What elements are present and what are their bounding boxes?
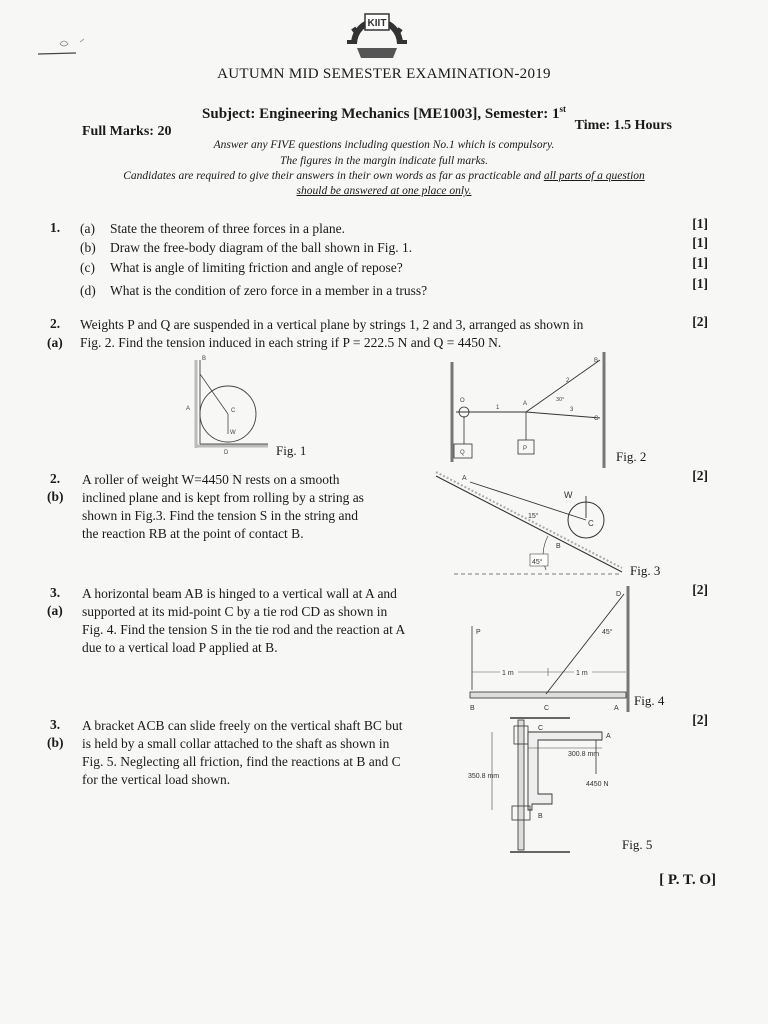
- figure-1-ball-diagram: [186, 352, 270, 456]
- q1a-label: (a): [80, 221, 95, 236]
- q3b-number: 3.: [50, 717, 61, 732]
- q3b-line-2: is held by a small collar attached to the shaft as shown in: [82, 736, 390, 751]
- exam-time: Time: 1.5 Hours: [574, 118, 672, 133]
- q2b-mark: [2]: [692, 468, 708, 483]
- figure-5-bracket-diagram: [466, 714, 626, 858]
- q2a-line-1: Weights P and Q are suspended in a vertical plane by strings 1, 2 and 3, arranged as shown in: [80, 317, 584, 332]
- q1c-label: (c): [80, 260, 95, 275]
- fig2-caption: Fig. 2: [616, 449, 647, 464]
- q3a-line-1: A horizontal beam AB is hinged to a vertical wall at A and: [82, 586, 397, 601]
- fig2-label-c: C: [594, 416, 599, 422]
- fig1-label-w: W: [230, 430, 236, 436]
- fig4-angle: 45°: [602, 629, 613, 636]
- fig3-caption: Fig. 3: [630, 563, 661, 578]
- q2b-line-3: shown in Fig.3. Find the tension S in the string and: [82, 508, 359, 523]
- q1d-mark: [1]: [692, 276, 708, 291]
- q3a-line-3: Fig. 4. Find the tension S in the tie rod and the reaction at A: [82, 622, 406, 637]
- figure-3-roller-diagram: [436, 470, 632, 578]
- q3b-part: (b): [47, 735, 64, 750]
- fig5-label-b: B: [538, 813, 543, 820]
- fig1-label-d: D: [224, 450, 229, 456]
- q2b-line-2: inclined plane and is kept from rolling by a string as: [82, 490, 364, 505]
- fig4-label-p: P: [476, 629, 481, 636]
- fig2-label-b: B: [594, 358, 599, 364]
- fig5-label-c: C: [538, 725, 544, 732]
- q3b-mark: [2]: [692, 712, 708, 727]
- figure-2-strings-diagram: [440, 352, 618, 472]
- q1a-mark: [1]: [692, 216, 708, 231]
- instruction-line-1: Answer any FIVE questions including question No.1 which is compulsory.: [213, 139, 555, 151]
- full-marks: Full Marks: 20: [82, 124, 172, 139]
- page-turn-over: [ P. T. O]: [659, 872, 716, 888]
- instruction-line-4: should be answered at one place only.: [296, 185, 472, 197]
- fig4-label-c: C: [544, 705, 550, 712]
- subject-line: Subject: Engineering Mechanics [ME1003], Semester: 1st: [202, 104, 566, 122]
- q1d-text: What is the condition of zero force in a member in a truss?: [110, 283, 428, 298]
- q3b-line-3: Fig. 5. Neglecting all friction, find the reactions at B and C: [82, 754, 401, 769]
- fig5-dim-vertical: 350.8 mm: [468, 773, 500, 780]
- q3b-line-1: A bracket ACB can slide freely on the vertical shaft BC but: [82, 718, 403, 733]
- fig3-angle-45: 45°: [532, 559, 543, 566]
- fig3-label-c: C: [588, 519, 594, 528]
- fig2-label-p: P: [523, 446, 528, 452]
- q1d-label: (d): [80, 283, 96, 298]
- q1b-label: (b): [80, 240, 96, 255]
- fig5-label-a: A: [606, 733, 611, 740]
- q1c-text: What is angle of limiting friction and angle of repose?: [110, 260, 403, 275]
- q3a-line-2: supported at its mid-point C by a tie rod CD as shown in: [82, 604, 388, 619]
- q3a-line-4: due to a vertical load P applied at B.: [82, 640, 278, 655]
- fig3-label-w: W: [564, 490, 573, 500]
- q2a-part: (a): [47, 335, 63, 350]
- pen-scribble: [36, 32, 96, 62]
- q2b-number: 2.: [50, 471, 61, 486]
- q3a-number: 3.: [50, 585, 61, 600]
- fig1-caption: Fig. 1: [276, 443, 307, 458]
- q1b-text: Draw the free-body diagram of the ball shown in Fig. 1.: [110, 240, 413, 255]
- q1c-mark: [1]: [692, 255, 708, 270]
- q3a-part: (a): [47, 603, 63, 618]
- figure-4-beam-diagram: [466, 586, 634, 714]
- fig4-caption: Fig. 4: [634, 693, 665, 708]
- fig4-label-a: A: [614, 705, 619, 712]
- q3b-line-4: for the vertical load shown.: [82, 772, 231, 787]
- fig3-angle-15: 15°: [528, 513, 539, 520]
- q1b-mark: [1]: [692, 235, 708, 250]
- fig2-label-a: A: [523, 401, 528, 407]
- logo-text: KIIT: [367, 18, 387, 29]
- q3a-mark: [2]: [692, 582, 708, 597]
- fig1-label-c: C: [231, 408, 236, 414]
- fig5-caption: Fig. 5: [622, 837, 653, 852]
- fig2-label-2: 2: [566, 378, 570, 384]
- q1a-text: State the theorem of three forces in a plane.: [110, 221, 346, 236]
- q2b-part: (b): [47, 489, 64, 504]
- q2b-line-1: A roller of weight W=4450 N rests on a smooth: [82, 472, 340, 487]
- fig5-load: 4450 N: [586, 781, 609, 788]
- fig1-label-b: B: [202, 356, 207, 362]
- q2a-number: 2.: [50, 316, 61, 331]
- fig1-label-a: A: [186, 406, 191, 412]
- fig2-label-3: 3: [570, 407, 574, 413]
- fig2-label-o: O: [460, 398, 465, 404]
- instruction-line-3: Candidates are required to give their answers in their own words as far as practicable and all parts of a question: [123, 170, 645, 182]
- fig5-dim-horizontal: 300.8 mm: [568, 751, 600, 758]
- fig2-angle: 30°: [556, 397, 565, 403]
- fig3-label-b: B: [556, 543, 561, 550]
- fig4-label-b: B: [470, 705, 475, 712]
- q2a-line-2: Fig. 2. Find the tension induced in each string if P = 222.5 N and Q = 4450 N.: [80, 335, 502, 350]
- fig4-dim-2: 1 m: [576, 670, 588, 677]
- kiit-logo: [343, 10, 411, 64]
- q2b-line-4: the reaction RB at the point of contact B.: [82, 526, 304, 541]
- fig3-label-a: A: [462, 475, 467, 482]
- fig4-dim-1: 1 m: [502, 670, 514, 677]
- fig2-label-1: 1: [496, 405, 500, 411]
- fig2-label-q: Q: [460, 450, 465, 456]
- exam-title: AUTUMN MID SEMESTER EXAMINATION-2019: [217, 66, 551, 82]
- q2a-mark: [2]: [692, 314, 708, 329]
- instruction-line-2: The figures in the margin indicate full marks.: [279, 155, 489, 167]
- q1-number: 1.: [50, 220, 61, 235]
- fig4-label-d: D: [616, 591, 622, 598]
